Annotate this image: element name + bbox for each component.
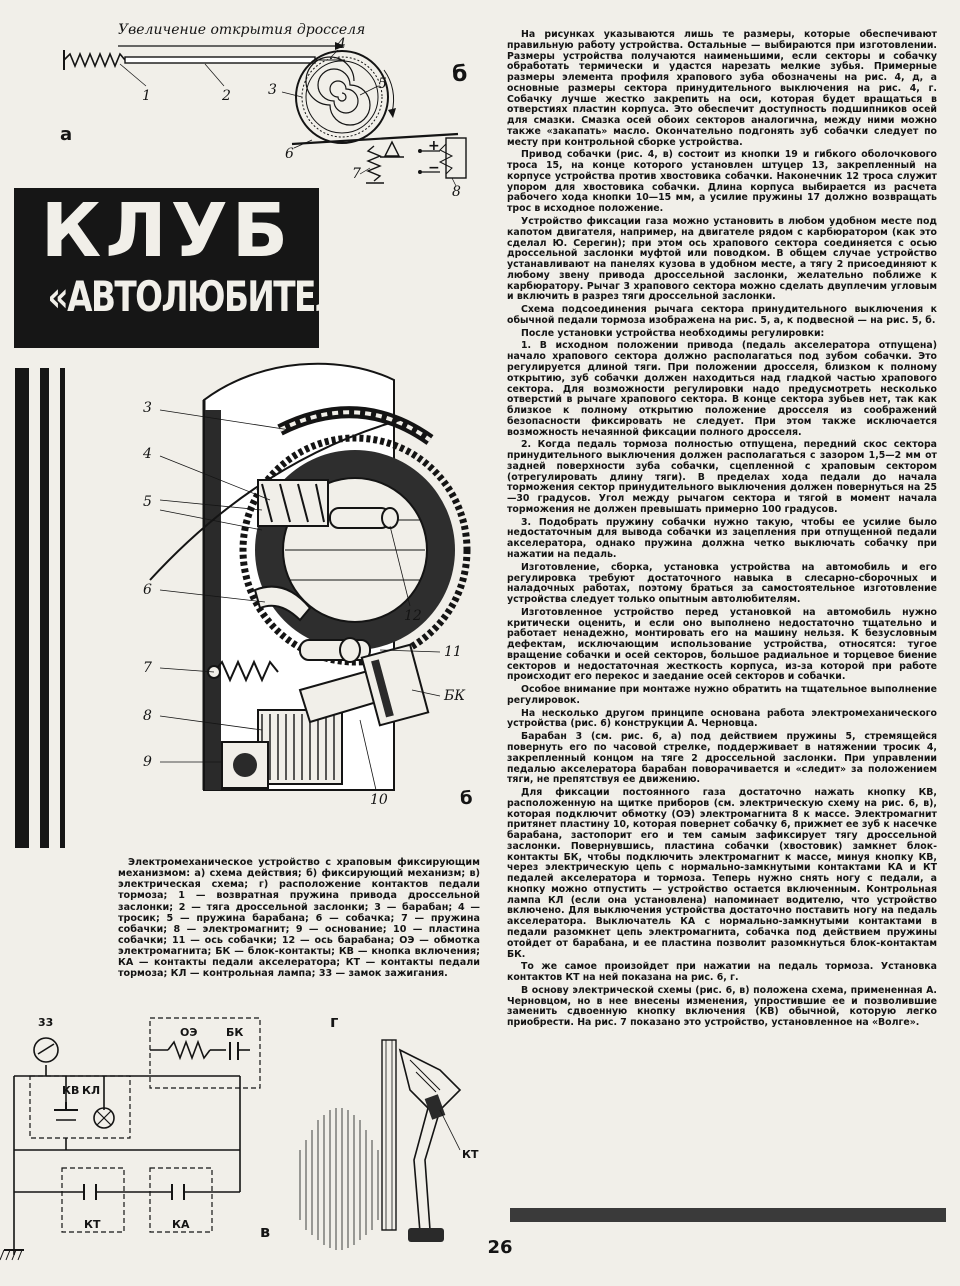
figure-b-callout-8: 8 [143,708,152,724]
figure-b-letter: б [460,788,473,809]
article-paragraph: На рисунках указываются лишь те размеры, которые обеспечивают правильную работу устройства. Остальные — выбираются при изготовлении. Размеры устройства получаются наименьшими, если секторы и собачку обработать термически и удастся нарезать мелкие зубья. Примерные размеры элемента профиля храпового зуба обозначены на рис. 4, д, а основные размеры сектора принудительного выключения на рис. 4, г. Собачку лучше жестко закрепить на оси, которая будет вращаться в отверстиях пластин корпуса. Это обеспечит доступность подшипников осей для смазки. Смазка осей обоих секторов аналогична, между ними можно также «закапать» масло. Окончательно подгонять зуб собачки следует по месту при контрольной сборке устройства. [507,29,937,148]
figure-b-drawing [0,350,480,850]
figure-b-callout-11: 11 [444,644,462,660]
figure-b-callout-7: 7 [143,660,152,676]
figure-b-callout-bk: БК [444,688,466,704]
article-paragraph: В основу электрической схемы (рис. 6, в) положена схема, примененная А. Черновцом, но в нее внесены изменения, упростившие ее и позволившие заменить сдвоенную кнопку включения (КВ) обычной, которую легко приобрести. На рис. 7 показано это устройство, установленное на «Волге». [507,984,937,1029]
club-title-sub: «АВТОЛЮБИТЕЛЬ» [47,272,384,321]
figure-b-callout-10: 10 [370,792,388,808]
figure-b-callout-12: 12 [404,608,422,624]
figure-b-callout-4: 4 [143,446,152,462]
figure-v-label-33: 33 [38,1016,54,1029]
figure-v-label-kl: КЛ [82,1084,101,1097]
figure-b-callout-3: 3 [143,400,152,416]
article-column [507,30,937,1031]
article-paragraph: 1. В исходном положении привода (педаль акселератора отпущена) начало храпового сектора должно располагаться под зубом собачки. Это регулируется длиной тяги. При положении дросселя, близком к полному открытию, зуб собачки должен находиться над гладкой частью храпового сектора. Для возможности регулировки надо предусмотреть несколько отверстий в рычаге храпового сектора. В конце сектора зубьев нет, так как близкое к полному открытию положение дросселя из соображений безопасности фиксировать не следует. При этом также исключается возможность нечаянной фиксации полного дросселя. [507,340,937,438]
figure-v-label-bk: БК [226,1026,244,1039]
figure-v-label-oe: ОЭ [180,1026,198,1039]
figure-b-callout-9: 9 [143,754,152,770]
article-paragraph: То же самое произойдет при нажатии на педаль тормоза. Установка контактов КТ на ней показана на рис. 6, г. [507,961,937,984]
article-paragraph: Привод собачки (рис. 4, в) состоит из кнопки 19 и гибкого оболочкового троса 15, на конце которого установлен штуцер 13, закрепленный на корпусе устройства против хвостовика собачки. Наконечник 12 троса служит упором для хвостовика собачки. Длина корпуса выбирается из расчета рабочего хода кнопки 10—15 мм, а усилие пружины 17 должно возвращать трос в исходное положение. [507,149,937,215]
article-paragraph: Особое внимание при монтаже нужно обратить на тщательное выполнение регулировок. [507,684,937,706]
bottom-decorative-bar [510,1208,946,1222]
figure-v-label-ka: КА [172,1218,190,1231]
figure-g-letter: г [330,1012,339,1031]
figure-a-callout-6: 6 [285,146,294,162]
figure-v-label-kv: КВ [62,1084,80,1097]
figure-a-callout-4: 4 [337,36,346,52]
figure-a-callout-1: 1 [142,88,151,104]
figure-a-letter-b: б [452,62,468,87]
article-paragraph: Схема подсоединения рычага сектора принудительного выключения к обычной педали тормоза изображена на рис. 5, а, к подвесной — на рис. 5, б. [507,304,937,326]
article-paragraph: На несколько другом принципе основана работа электромеханического устройства (рис. 6) конструкции А. Черновца. [507,707,937,730]
figure-caption: Электромеханическое устройство с храповым фиксирующим механизмом: а) схема действия; б) фиксирующий механизм; в) электрическая схема; г) расположение контактов педали тормоза; 1 — возвратная пружина привода дроссельной заслонки; 2 — тяга дроссельной заслонки; 3 — барабан; 4 — тросик; 5 — пружина барабана; 6 — собачка; 7 — пружина собачки; 8 — электромагнит; 9 — основание; 10 — пластина собачки; 11 — ось собачки; 12 — ось барабана; ОЭ — обмотка электромагнита; БК — блок-контакты; КВ — кнопка включения; КА — контакты педали акселератора; КТ — контакты педали тормоза; КЛ — контрольная лампа; 33 — замок зажигания. [118,857,480,980]
figure-a-arrow-label: Увеличение открытия дросселя [118,22,366,38]
article-paragraph: Для фиксации постоянного газа достаточно нажать кнопку КВ, расположенную на щитке приборов (см. электрическую схему на рис. 6, в), которая подключит обмотку (ОЭ) электромагнита 8 к массе. Электромагнит притянет пластину 10, которая повернет собачку 6, прижмет ее зуб к насечке барабана, застопорит его и тем самым зафиксирует тягу дроссельной заслонки. Повернувшись, пластина собачки (хвостовик) замкнет блок-контакты БК, чтобы подключить электромагнит к массе, минуя кнопку КВ, через электрическую цепь с нормально-замкнутыми контактами КА и КТ педалей акселератора и тормоза. Теперь нужно снять ногу с педали, а кнопку можно отпустить — устройство остается включенным. Контрольная лампа КЛ (если она установлена) напоминает водителю, что устройство включено. Для выключения устройства достаточно поставить ногу на педаль акселератора. Выключатель КА с нормально-замкнутыми контактами в педали разомкнет цепь электромагнита, собачка под действием пружины отойдет от барабана, и ее пластина позволит разомкнуться блок-контактам БК. [507,787,937,960]
article-paragraph: Барабан 3 (см. рис. 6, а) под действием пружины 5, стремящейся повернуть его по часовой стрелке, поддерживает в натяжении тросик 4, закрепленный концом на тяге 2 дроссельной заслонки. При управлении педалью акселератора барабан поворачивается и «следит» за положением тяги, не препятствуя ее движению. [507,731,937,786]
article-paragraph: 2. Когда педаль тормоза полностью отпущена, передний скос сектора принудительного выключения должен располагаться с зазором 1,5—2 мм от задней поверхности зуба собачки, сцепленной с храповым сектором (отрегулировать длину тяги). В пределах хода педали до начала торможения сектор принудительного выключения должен повернуться на 25—30 градусов. Угол между рычагом сектора и тягой в момент начала торможения не должен превышать примерно 100 градусов. [507,439,937,515]
figure-b-callout-6: 6 [143,582,152,598]
figure-a-callout-7: 7 [352,166,361,182]
figure-v-label-kt: КТ [84,1218,101,1231]
article-paragraph: Устройство фиксации газа можно установить в любом удобном месте под капотом двигателя, например, на двигателе рядом с карбюратором (как это сделал Ю. Серегин); при этом ось храпового сектора соединяется с осью дроссельной заслонки муфтой или поводком. В общем случае устройство устанавливают на панелях кузова в удобном месте, а тягу 2 присоединяют к любому звену привода дроссельной заслонки, желательно поближе к карбюратору. Рычаг 3 храпового сектора можно сделать двуплечим угловым и включить в разрез тяги дроссельной заслонки. [507,216,937,303]
figure-a-minus: − [428,160,440,176]
figure-a-callout-3: 3 [268,82,277,98]
figure-b-callout-5: 5 [143,494,152,510]
article-paragraph: Изготовленное устройство перед установкой на автомобиль нужно критически оценить, и если оно выполнено недостаточно тщательно и работает ненадежно, монтировать его на машину нельзя. К безусловным дефектам, исключающим использование устройства, относятся: тугое вращение собачки и осей секторов, большое радиальное и торцевое биение секторов и недостаточная жесткость корпуса, из-за которой при работе происходит его перекос и заедание осей секторов и собачки. [507,606,937,683]
figure-a-callout-2: 2 [222,88,231,104]
club-title-block [14,188,384,348]
figure-g-label-kt: КТ [462,1148,479,1161]
page-number: 26 [487,1237,513,1258]
club-title-main: КЛУБ [40,188,293,274]
figure-a-callout-8: 8 [452,184,461,200]
figure-a-letter: а [60,124,73,145]
article-paragraph: После установки устройства необходимы регулировки: [521,327,825,339]
article-paragraph: Изготовление, сборка, установка устройства на автомобиль и его регулировка требуют достаточного навыка в слесарно-сборочных и наладочных работах, поэтому браться за самостоятельное изготовление устройства следует только опытным автолюбителям. [507,561,937,606]
figure-a-plus: + [428,138,440,154]
article-paragraph: 3. Подобрать пружину собачки нужно такую, чтобы ее усилие было недостаточным для вывода собачки из зацепления при отпущенной педали акселератора, однако пружина должна четко выключать собачку при нажатии на педаль. [507,516,937,560]
figure-a-callout-5: 5 [378,76,387,92]
figure-v-letter: в [260,1222,271,1241]
figure-g-drawing [290,1000,490,1260]
